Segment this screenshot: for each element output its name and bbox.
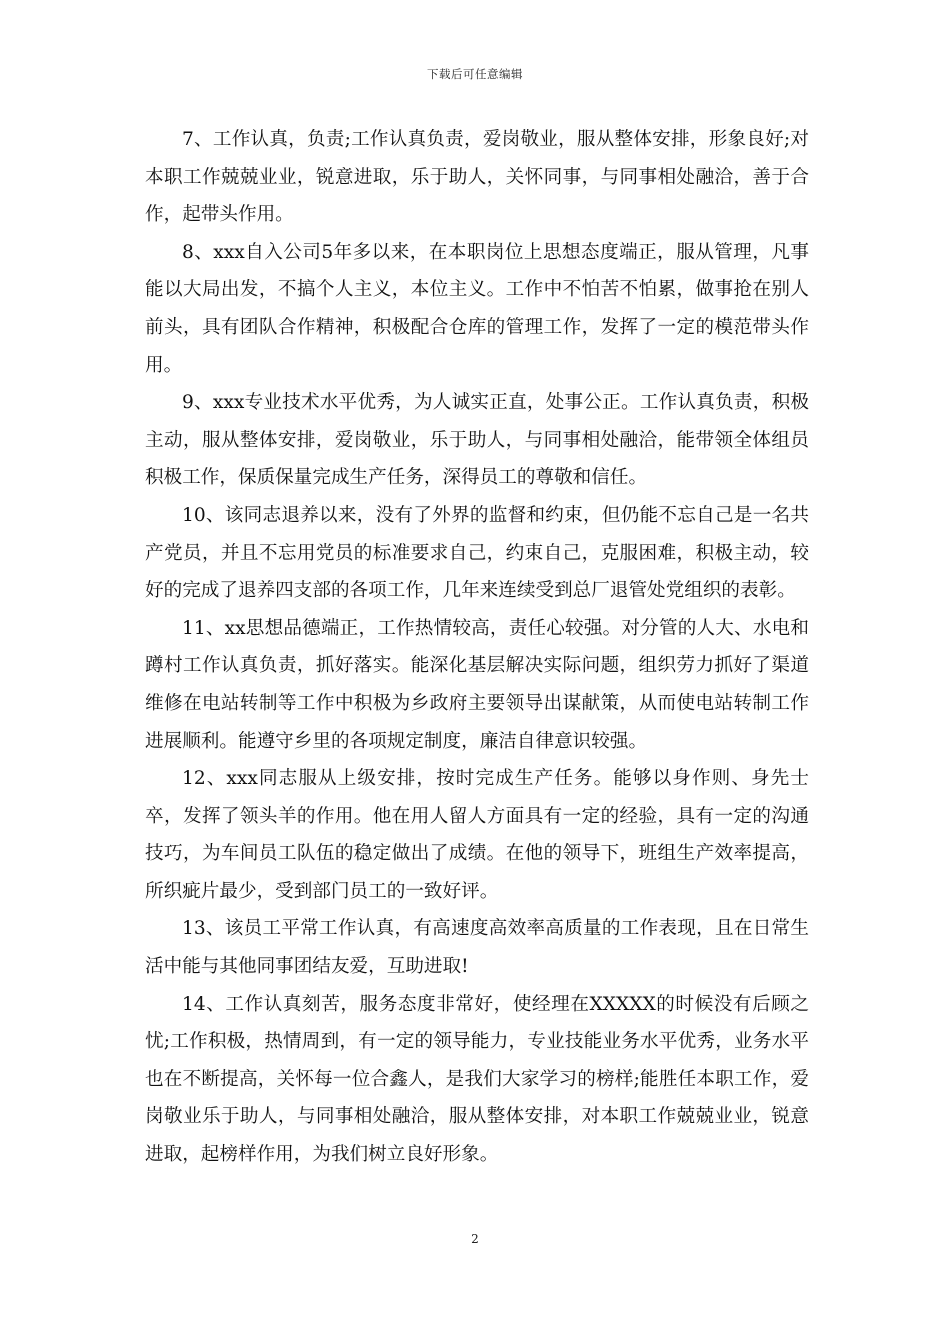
paragraph-14: 14、工作认真刻苦，服务态度非常好，使经理在XXXXX的时候没有后顾之忧;工作积极，热情周到，有一定的领导能力，专业技能业务水平优秀，业务水平也在不断提高，关怀每一位合鑫人，是我们大家学习的榜样;能胜任本职工作，爱岗敬业乐于助人，与同事相处融洽，服从整体安排，对本职工作兢兢业业，锐意进取，起榜样作用，为我们树立良好形象。 — [145, 993, 809, 1166]
paragraph-10: 10、该同志退养以来，没有了外界的监督和约束，但仍能不忘自己是一名共产党员，并且不忘用党员的标准要求自己，约束自己，克服困难，积极主动，较好的完成了退养四支部的各项工作，几年来连续受到总厂退管处党组织的表彰。 — [145, 504, 809, 602]
paragraph-12: 12、xxx同志服从上级安排，按时完成生产任务。能够以身作则、身先士卒，发挥了领头羊的作用。他在用人留人方面具有一定的经验，具有一定的沟通技巧，为车间员工队伍的稳定做出了成绩。在他的领导下，班组生产效率提高，所织疵片最少，受到部门员工的一致好评。 — [145, 768, 809, 902]
page-number: 2 — [471, 1232, 479, 1246]
paragraph-13: 13、该员工平常工作认真，有高速度高效率高质量的工作表现，且在日常生活中能与其他同事团结友爱，互助进取! — [145, 918, 809, 978]
page-header: 下载后可任意编辑 — [427, 67, 523, 81]
document-body — [145, 121, 809, 1174]
paragraph-11: 11、xx思想品德端正，工作热情较高，责任心较强。对分管的人大、水电和蹲村工作认真负责，抓好落实。能深化基层解决实际问题，组织劳力抓好了渠道维修在电站转制等工作中积极为乡政府主要领导出谋献策，从而使电站转制工作进展顺利。能遵守乡里的各项规定制度，廉洁自律意识较强。 — [145, 617, 809, 752]
paragraph-9: 9、xxx专业技术水平优秀，为人诚实正直，处事公正。工作认真负责，积极主动，服从整体安排，爱岗敬业，乐于助人，与同事相处融洽，能带领全体组员积极工作，保质保量完成生产任务，深得员工的尊敬和信任。 — [145, 392, 809, 489]
paragraph-7: 7、工作认真，负责;工作认真负责，爱岗敬业，服从整体安排，形象良好;对本职工作兢兢业业，锐意进取，乐于助人，关怀同事，与同事相处融洽，善于合作，起带头作用。 — [145, 129, 809, 226]
paragraph-8: 8、xxx自入公司5年多以来，在本职岗位上思想态度端正，服从管理，凡事能以大局出发，不搞个人主义，本位主义。工作中不怕苦不怕累，做事抢在别人前头，具有团队合作精神，积极配合仓库的管理工作，发挥了一定的模范带头作用。 — [145, 241, 809, 376]
